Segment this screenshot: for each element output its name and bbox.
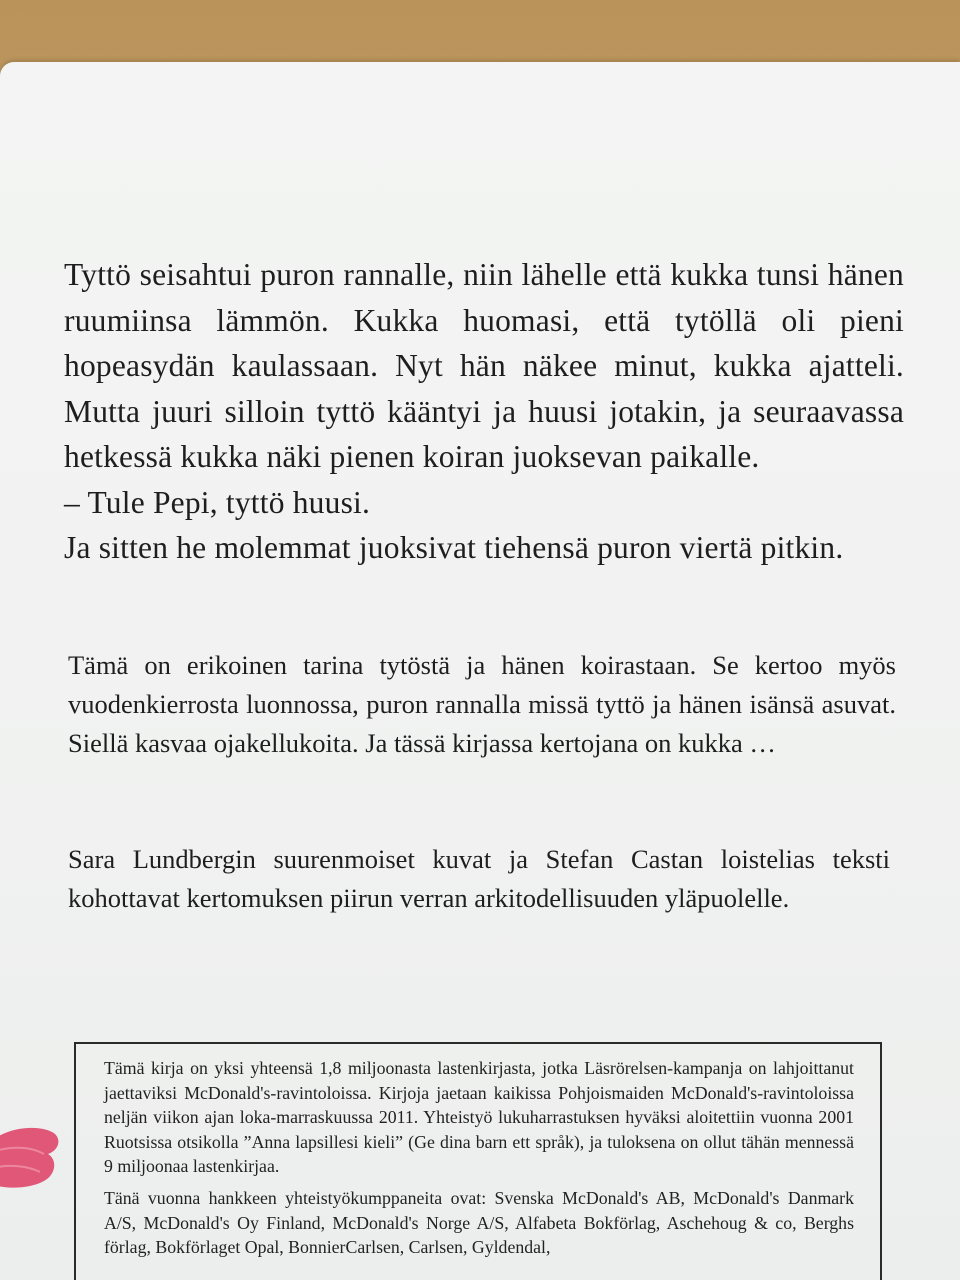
story-dialogue: – Tule Pepi, tyttö huusi.: [64, 484, 371, 520]
credits-text: Sara Lundbergin suurenmoiset kuvat ja Stefan Castan loistelias teksti kohottavat kertomuksen piirun verran arkitodellisuuden yläpuolelle.: [68, 844, 890, 913]
flower-petal-illustration: [0, 1124, 68, 1202]
book-summary: [68, 646, 896, 763]
story-paragraph: Tyttö seisahtui puron rannalle, niin lähelle että kukka tunsi hänen ruumiinsa lämmön. Kukka huomasi, että tytöllä oli pieni hopeasydän kaulassaan. Nyt hän näkee minut, kukka ajatteli. Mutta juuri silloin tyttö kääntyi ja huusi jotakin, ja seuraavassa hetkessä kukka näki pienen koiran juoksevan paikalle.: [64, 257, 904, 474]
campaign-info-box: [74, 1042, 882, 1280]
summary-text: Tämä on erikoinen tarina tytöstä ja hänen koirastaan. Se kertoo myös vuodenkierrosta luonnossa, puron rannalla missä tyttö ja hänen isänsä asuvat. Siellä kasvaa ojakellukoita. Ja tässä kirjassa kertojana on kukka …: [68, 650, 896, 758]
book-back-cover: [0, 62, 960, 1280]
story-excerpt: [64, 252, 904, 571]
partners-paragraph: Tänä vuonna hankkeen yhteistyökumppaneita ovat: Svenska McDonald's AB, McDonald's Danmark A/S, McDonald's Oy Finland, McDonald's Norge A/S, Alfabeta Bokförlag, Aschehoug & co, Berghs förlag, Bokförlaget Opal, BonnierCarlsen, Carlsen, Gyldendal,: [104, 1187, 854, 1258]
campaign-info-paragraph: Tämä kirja on yksi yhteensä 1,8 miljoonasta lastenkirjasta, jotka Läsrörelsen-kampanja on lahjoittanut jaettaviksi McDonald's-ravintoloissa. Kirjoja jaetaan kaikissa Pohjoismaiden McDonald's-ravintoloissa neljän viikon ajan loka-marraskuussa 2011. Yhteistyö lukuharrastuksen hyväksi aloitettiin vuonna 2001 Ruotsissa otsikolla ”Anna lapsillesi kieli” (Ge dina barn ett språk), ja tuloksena on ollut tähän mennessä 9 miljoonaa lastenkirjaa.: [104, 1058, 854, 1177]
story-closing: Ja sitten he molemmat juoksivat tiehensä puron viertä pitkin.: [64, 530, 844, 565]
book-credits: [68, 840, 890, 918]
